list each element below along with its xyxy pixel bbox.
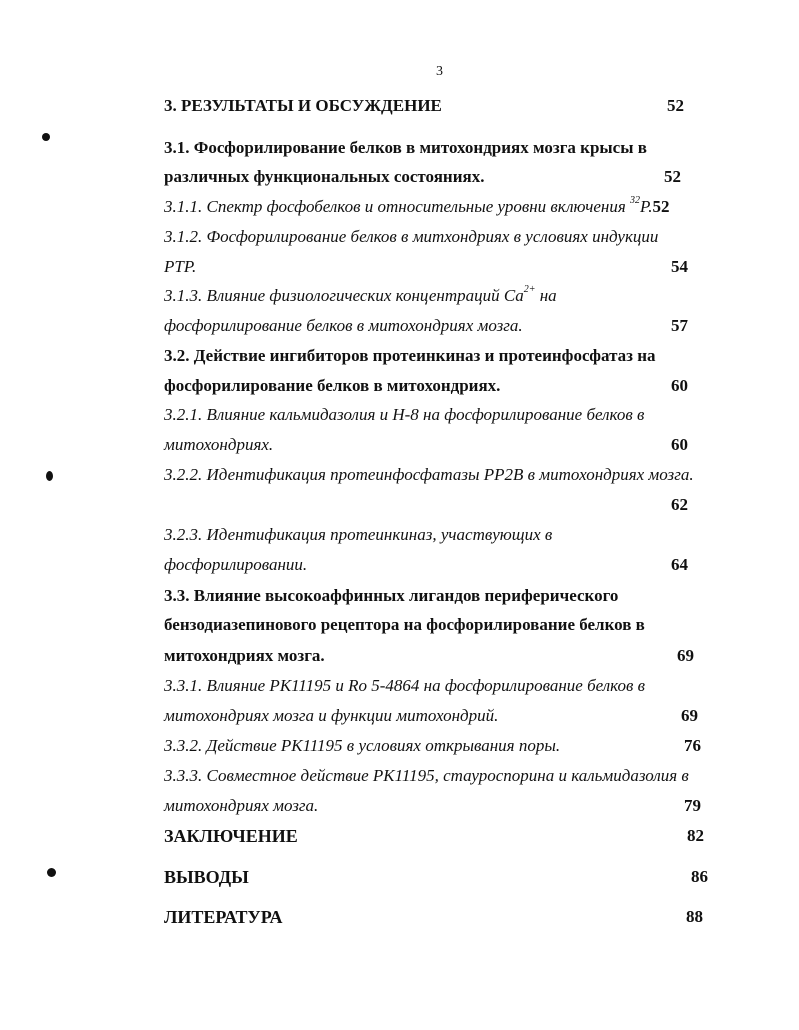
toc-entry-3-1-title-line1[interactable]: 3.1. Фосфорилирование белков в митохондриях мозга крысы в [164, 138, 647, 157]
toc-entry-3-1-3-page: 57 [671, 316, 688, 335]
toc-entry-3-1-2-title-line2[interactable]: PTP. [164, 257, 197, 276]
toc-entry-3-2-page: 60 [671, 376, 688, 395]
toc-entry-3-2-3-title-line1[interactable]: 3.2.3. Идентификация протеинкиназ, участвующих в [164, 525, 553, 544]
toc-entry-3-1-3-text-pre: 3.1.3. Влияние физиологических концентраций Ca [164, 286, 524, 305]
toc-entry-3-3-title-line3[interactable]: митохондриях мозга. [164, 646, 325, 665]
toc-entry-3-3-1-page: 69 [681, 706, 698, 725]
toc-entry-3-1-1-page: 52 [652, 197, 670, 216]
toc-entry-3-2-title-line1[interactable]: 3.2. Действие ингибиторов протеинкиназ и протеинфосфатаз на [164, 346, 656, 365]
binding-hole-mark-top [42, 133, 50, 141]
toc-entry-3-3-3-page: 79 [684, 796, 701, 815]
toc-entry-3-1-3-title-line1[interactable] [164, 286, 557, 306]
toc-entry-3-2-2-title[interactable]: 3.2.2. Идентификация протеинфосфатазы PP2B в митохондриях мозга. [164, 465, 694, 484]
toc-entry-3-1-1-text: 3.1.1. Спектр фосфобелков и относительные уровни включения [164, 197, 626, 216]
toc-entry-conclusion-page: 82 [687, 826, 704, 845]
toc-entry-3-3-1-title-line1[interactable]: 3.3.1. Влияние PK11195 и Ro 5-4864 на фосфорилирование белков в [164, 676, 645, 695]
toc-entry-3-2-title-line2[interactable]: фосфорилирование белков в митохондриях. [164, 376, 501, 395]
toc-entry-3-2-2-page: 62 [671, 495, 688, 514]
toc-entry-3-2-3-title-line2[interactable]: фосфорилировании. [164, 555, 308, 574]
toc-entry-conclusion-title[interactable]: ЗАКЛЮЧЕНИЕ [164, 826, 298, 846]
toc-entry-literature-title[interactable]: ЛИТЕРАТУРА [164, 907, 283, 927]
toc-entry-3-1-3-title-line2[interactable]: фосфорилирование белков в митохондриях мозга. [164, 316, 523, 335]
toc-entry-3-2-1-title-line1[interactable]: 3.2.1. Влияние кальмидазолия и H-8 на фосфорилирование белков в [164, 405, 645, 424]
toc-entry-3-title[interactable]: 3. РЕЗУЛЬТАТЫ И ОБСУЖДЕНИЕ [164, 96, 442, 115]
toc-entry-3-3-3-title-line1[interactable]: 3.3.3. Совместное действие PK11195, стауроспорина и кальмидазолия в [164, 766, 689, 785]
page-number: 3 [436, 64, 443, 79]
toc-entry-3-3-title-line1[interactable]: 3.3. Влияние высокоаффинных лигандов периферического [164, 586, 619, 605]
toc-entry-3-3-2-page: 76 [684, 736, 701, 755]
toc-entry-findings-page: 86 [691, 867, 708, 886]
toc-entry-3-1-page: 52 [664, 167, 681, 186]
toc-entry-3-3-3-title-line2[interactable]: митохондриях мозга. [164, 796, 319, 815]
toc-entry-3-1-3-sup: 2+ [523, 284, 536, 296]
toc-entry-3-1-2-page: 54 [671, 257, 688, 276]
toc-entry-literature-page: 88 [686, 907, 703, 926]
toc-entry-3-3-1-title-line2[interactable]: митохондриях мозга и функции митохондрий. [164, 706, 499, 725]
toc-entry-findings-title[interactable]: ВЫВОДЫ [164, 867, 249, 887]
toc-entry-3-1-1-suffix: P. [640, 197, 653, 216]
binding-hole-mark-middle [46, 471, 53, 481]
toc-entry-3-3-2-title[interactable]: 3.3.2. Действие PK11195 в условиях открывания поры. [164, 736, 561, 755]
toc-entry-3-2-3-page: 64 [671, 555, 688, 574]
toc-entry-3-2-1-title-line2[interactable]: митохондриях. [164, 435, 274, 454]
toc-entry-3-3-title-line2[interactable]: бензодиазепинового рецептора на фосфорилирование белков в [164, 615, 645, 634]
toc-entry-3-page: 52 [667, 96, 684, 115]
toc-entry-3-1-3-text-post: на [535, 286, 557, 305]
toc-entry-3-3-page: 69 [677, 646, 694, 665]
toc-entry-3-1-1-sup: 32 [630, 195, 641, 207]
toc-entry-3-1-1-title[interactable] [164, 197, 669, 217]
toc-entry-3-2-1-page: 60 [671, 435, 688, 454]
toc-entry-3-1-title-line2[interactable]: различных функциональных состояниях. [164, 167, 485, 186]
toc-entry-3-1-2-title-line1[interactable]: 3.1.2. Фосфорилирование белков в митхондриях в условиях индукции [164, 227, 659, 246]
binding-hole-mark-bottom [47, 868, 56, 877]
